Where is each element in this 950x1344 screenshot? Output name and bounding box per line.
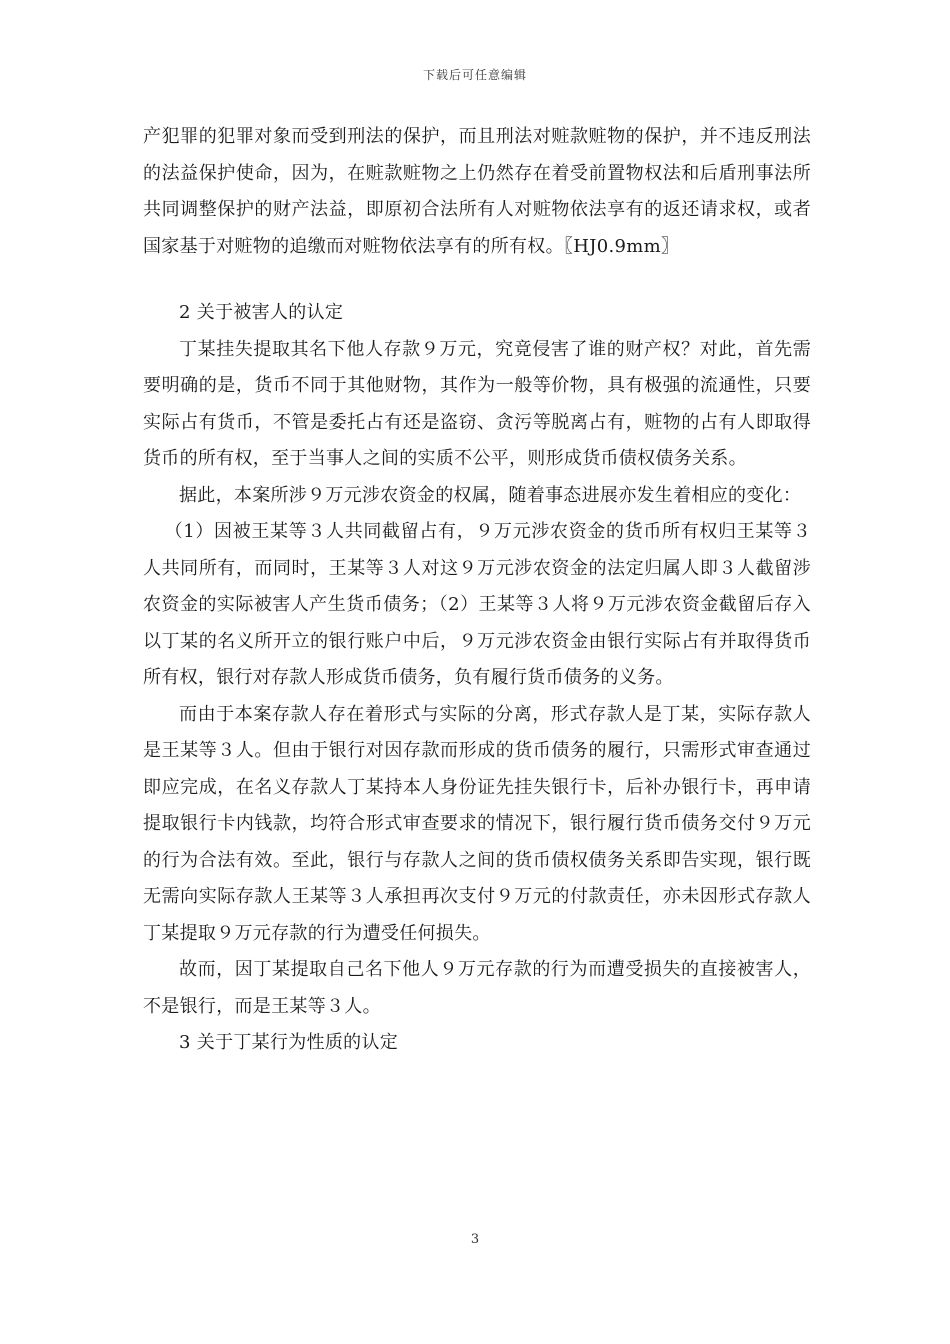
page-header: 下载后可任意编辑: [422, 68, 527, 82]
section-heading-3: 3 关于丁某行为性质的认定: [179, 1032, 399, 1053]
document-body: [143, 119, 811, 1062]
paragraph-continuation: 产犯罪的犯罪对象而受到刑法的保护，而且刑法对赃款赃物的保护，并不违反刑法的法益保护使命，因为，在赃款赃物之上仍然存在着受前置物权法和后盾刑事法所共同调整保护的财产法益，即原初合法所有人对赃物依法享有的返还请求权，或者国家基于对赃物的追缴而对赃物依法享有的所有权。〖HJ0.9mm〗: [143, 126, 811, 257]
paragraph: 据此，本案所涉９万元涉农资金的权属，随着事态进展亦发生着相应的变化：: [179, 484, 802, 506]
paragraph-enumeration: （1）因被王某等３人共同截留占有，９万元涉农资金的货币所有权归王某等３人共同所有，而同时，王某等３人对这９万元涉农资金的法定归属人即３人截留涉农资金的实际被害人产生货币债务；（2）王某等３人将９万元涉农资金截留后存入以丁某的名义所开立的银行账户中后，９万元涉农资金由银行实际占有并取得货币所有权，银行对存款人形成货币债务，负有履行货币债务的义务。: [143, 521, 811, 688]
paragraph: 故而，因丁某提取自己名下他人９万元存款的行为而遭受损失的直接被害人，不是银行，而是王某等３人。: [143, 959, 811, 1017]
page-number: 3: [470, 1232, 480, 1247]
section-spacer: [143, 265, 811, 295]
section-heading-2: 2 关于被害人的认定: [179, 302, 344, 323]
paragraph: 而由于本案存款人存在着形式与实际的分离，形式存款人是丁某，实际存款人是王某等３人。但由于银行对因存款而形成的货币债务的履行，只需形式审查通过即应完成，在名义存款人丁某持本人身份证先挂失银行卡，后补办银行卡，再申请提取银行卡内钱款，均符合形式审查要求的情况下，银行履行货币债务交付９万元的行为合法有效。至此，银行与存款人之间的货币债权债务关系即告实现，银行既无需向实际存款人王某等３人承担再次支付９万元的付款责任，亦未因形式存款人丁某提取９万元存款的行为遭受任何损失。: [143, 703, 811, 944]
paragraph: 丁某挂失提取其名下他人存款９万元，究竟侵害了谁的财产权？对此，首先需要明确的是，货币不同于其他财物，其作为一般等价物，具有极强的流通性，只要实际占有货币，不管是委托占有还是盗窃、贪污等脱离占有，赃物的占有人即取得货币的所有权，至于当事人之间的实质不公平，则形成货币债权债务关系。: [143, 338, 811, 469]
